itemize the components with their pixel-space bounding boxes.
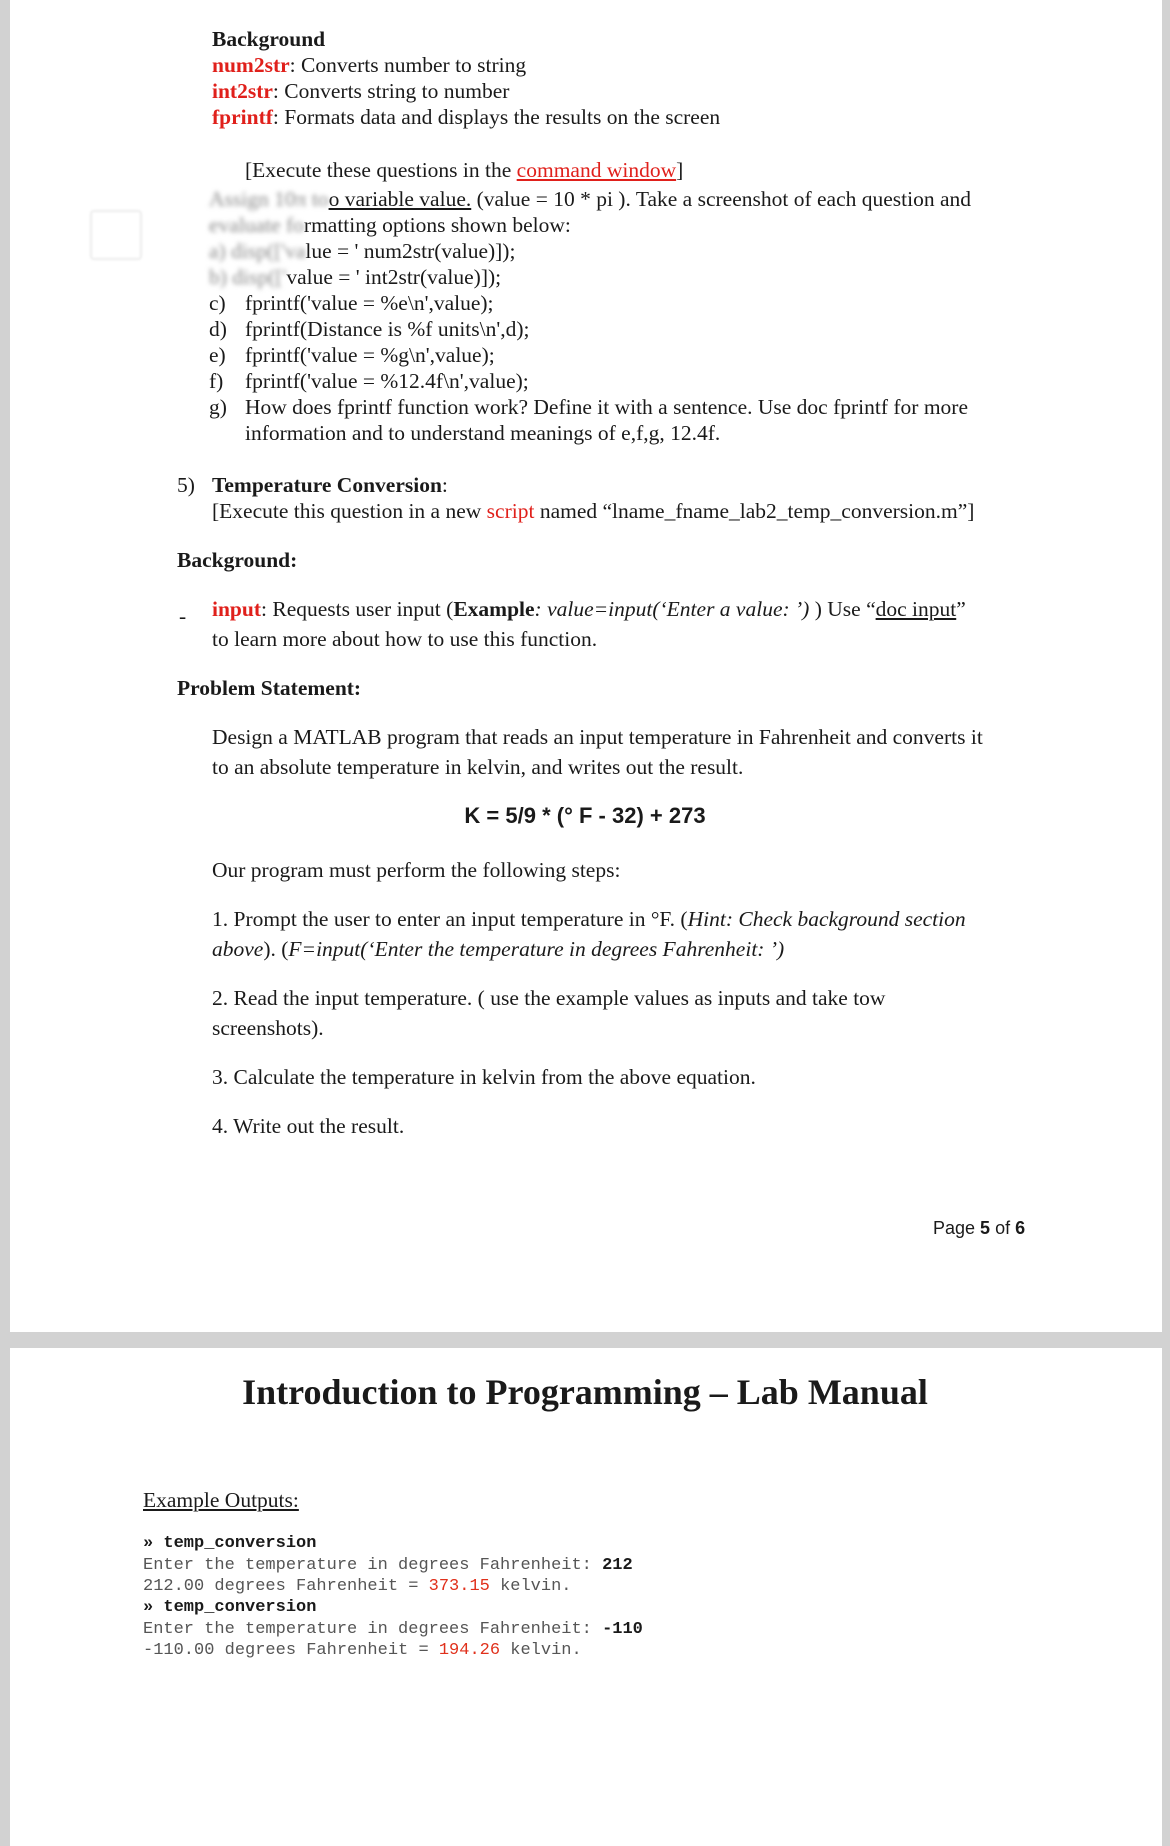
- input-func-name: input: [212, 597, 262, 621]
- q4-line-1: [209, 186, 971, 212]
- item-label: e): [209, 343, 226, 367]
- footer-page: 5: [980, 1218, 991, 1238]
- console-suffix: kelvin.: [489, 1577, 572, 1596]
- q5-colon: :: [441, 473, 448, 497]
- item-label: g): [209, 395, 227, 419]
- blurred-text: b) disp([': [209, 265, 287, 289]
- console-command: temp_conversion: [163, 1534, 317, 1553]
- func-fprintf: [212, 104, 720, 130]
- console-value: 373.15: [428, 1577, 490, 1596]
- formula: K = 5/9 * (° F - 32) + 273: [464, 803, 706, 828]
- q4-item-a: [209, 238, 515, 264]
- example-code: : value=input(‘Enter a value: ’): [534, 597, 810, 621]
- q4-item-d: [209, 316, 227, 342]
- console-input: 212: [602, 1556, 633, 1575]
- execute-suffix: ]: [676, 158, 684, 182]
- console-line: [143, 1619, 643, 1640]
- console-text: Enter the temperature in degrees Fahrenheit:: [143, 1556, 603, 1575]
- item-label: d): [209, 317, 227, 341]
- q4-item-f: [209, 368, 223, 394]
- q5-title: Temperature Conversion: [212, 473, 442, 497]
- blurred-text: evaluate fo: [209, 213, 304, 237]
- console-line: [143, 1555, 633, 1576]
- command-window-link[interactable]: command window: [516, 158, 677, 182]
- console-command: temp_conversion: [163, 1598, 317, 1617]
- q5-exec-prefix: [Execute this question in a new: [212, 499, 487, 523]
- input-bullet-line-1: [212, 596, 966, 622]
- q4-line-2-text: rmatting options shown below:: [303, 213, 571, 237]
- q4-line-2: [209, 212, 571, 238]
- q4-item-c-text: fprintf('value = %e\n',value);: [245, 291, 494, 315]
- step-1-hint: Hint: Check background section: [687, 907, 966, 931]
- page-footer: [933, 1215, 1025, 1241]
- blurred-text: Assign 10π to: [209, 187, 329, 211]
- console-text: Enter the temperature in degrees Fahrenheit:: [143, 1620, 603, 1639]
- q5-execute-instruction: [212, 498, 974, 524]
- variable-value-link: o variable value.: [328, 187, 472, 211]
- right-page-gutter: [1162, 0, 1170, 1846]
- step-4: 4. Write out the result.: [212, 1114, 405, 1138]
- doc-input-link[interactable]: doc input: [875, 597, 957, 621]
- console-value: 194.26: [438, 1641, 501, 1660]
- step-1-punct: ). (: [263, 937, 289, 961]
- func-desc: : Converts number to string: [289, 53, 527, 77]
- func-name: fprintf: [212, 105, 273, 129]
- console-line: [143, 1640, 582, 1661]
- console-text: 212.00 degrees Fahrenheit =: [143, 1577, 429, 1596]
- script-label: script: [486, 499, 535, 523]
- q4-item-f-text: fprintf('value = %12.4f\n',value);: [245, 369, 529, 393]
- left-page-gutter: [0, 0, 10, 1846]
- q5-number: 5): [177, 473, 195, 497]
- step-1-line-2: [212, 936, 784, 962]
- q4-item-g-cont: information and to understand meanings of e,f,g, 12.4f.: [245, 421, 721, 445]
- q4-item-b-text: value = ' int2str(value)]);: [286, 265, 502, 289]
- item-label: f): [209, 369, 224, 393]
- input-text-2: ) Use “: [809, 597, 876, 621]
- console-prompt: »: [143, 1534, 164, 1553]
- q4-item-d-text: fprintf(Distance is %f units\n',d);: [245, 317, 530, 341]
- page-break: [0, 1332, 1170, 1348]
- example-label: Example: [453, 597, 535, 621]
- step-1-text: 1. Prompt the user to enter an input temperature in °F. (: [212, 907, 688, 931]
- func-int2str: [212, 78, 509, 104]
- footer-of: of: [990, 1218, 1016, 1238]
- console-input: -110: [602, 1620, 643, 1639]
- background-heading-2: Background:: [177, 548, 298, 572]
- q4-item-e-text: fprintf('value = %g\n',value);: [245, 343, 495, 367]
- console-text: -110.00 degrees Fahrenheit =: [143, 1641, 439, 1660]
- console-line: [143, 1576, 572, 1597]
- item-label: c): [209, 291, 226, 315]
- q4-item-g: [209, 394, 227, 420]
- step-1-above: above: [212, 937, 264, 961]
- problem-line-2: to an absolute temperature in kelvin, and writes out the result.: [212, 755, 744, 779]
- execute-prefix: [Execute these questions in the: [245, 158, 517, 182]
- blurred-text: a) disp(['va: [209, 239, 306, 263]
- q4-item-b: [209, 264, 501, 290]
- q5-title-line: [212, 472, 448, 498]
- ghost-square-mark: [90, 210, 142, 260]
- q4-line-1-text: (value = 10 * pi ). Take a screenshot of each question and: [471, 187, 972, 211]
- console-line: [143, 1597, 316, 1618]
- func-name: num2str: [212, 53, 290, 77]
- page-2-title: Introduction to Programming – Lab Manual: [242, 1372, 928, 1412]
- step-2-line-2: screenshots).: [212, 1016, 324, 1040]
- func-num2str: [212, 52, 526, 78]
- background-heading: Background: [212, 27, 326, 51]
- q4-item-a-text: lue = ' num2str(value)]);: [305, 239, 516, 263]
- execute-instruction: [245, 157, 683, 183]
- console-prompt: »: [143, 1598, 164, 1617]
- problem-line-1: Design a MATLAB program that reads an input temperature in Fahrenheit and converts it: [212, 725, 983, 749]
- q4-item-e: [209, 342, 226, 368]
- q5-exec-suffix: named “lname_fname_lab2_temp_conversion.m”]: [534, 499, 975, 523]
- footer-total: 6: [1015, 1218, 1026, 1238]
- bullet-dash: -: [179, 604, 187, 628]
- footer-prefix: Page: [933, 1218, 981, 1238]
- steps-intro: Our program must perform the following steps:: [212, 858, 621, 882]
- func-desc: : Converts string to number: [272, 79, 510, 103]
- func-desc: : Formats data and displays the results on the screen: [272, 105, 721, 129]
- problem-statement-heading: Problem Statement:: [177, 676, 362, 700]
- step-2-line-1: 2. Read the input temperature. ( use the example values as inputs and take tow: [212, 986, 886, 1010]
- q4-item-g-text: How does fprintf function work? Define it with a sentence. Use doc fprintf for more: [245, 395, 969, 419]
- step-3: 3. Calculate the temperature in kelvin from the above equation.: [212, 1065, 756, 1089]
- input-text-1: : Requests user input (: [261, 597, 454, 621]
- console-suffix: kelvin.: [500, 1641, 582, 1660]
- step-1-line-1: [212, 906, 966, 932]
- input-bullet-line-2: to learn more about how to use this function.: [212, 627, 598, 651]
- console-line: [143, 1533, 316, 1554]
- step-1-code: F=input(‘Enter the temperature in degrees Fahrenheit: ’): [288, 937, 785, 961]
- q4-item-c: [209, 290, 226, 316]
- func-name: int2str: [212, 79, 273, 103]
- input-text-3: ”: [956, 597, 966, 621]
- example-outputs-label: Example Outputs:: [143, 1488, 299, 1512]
